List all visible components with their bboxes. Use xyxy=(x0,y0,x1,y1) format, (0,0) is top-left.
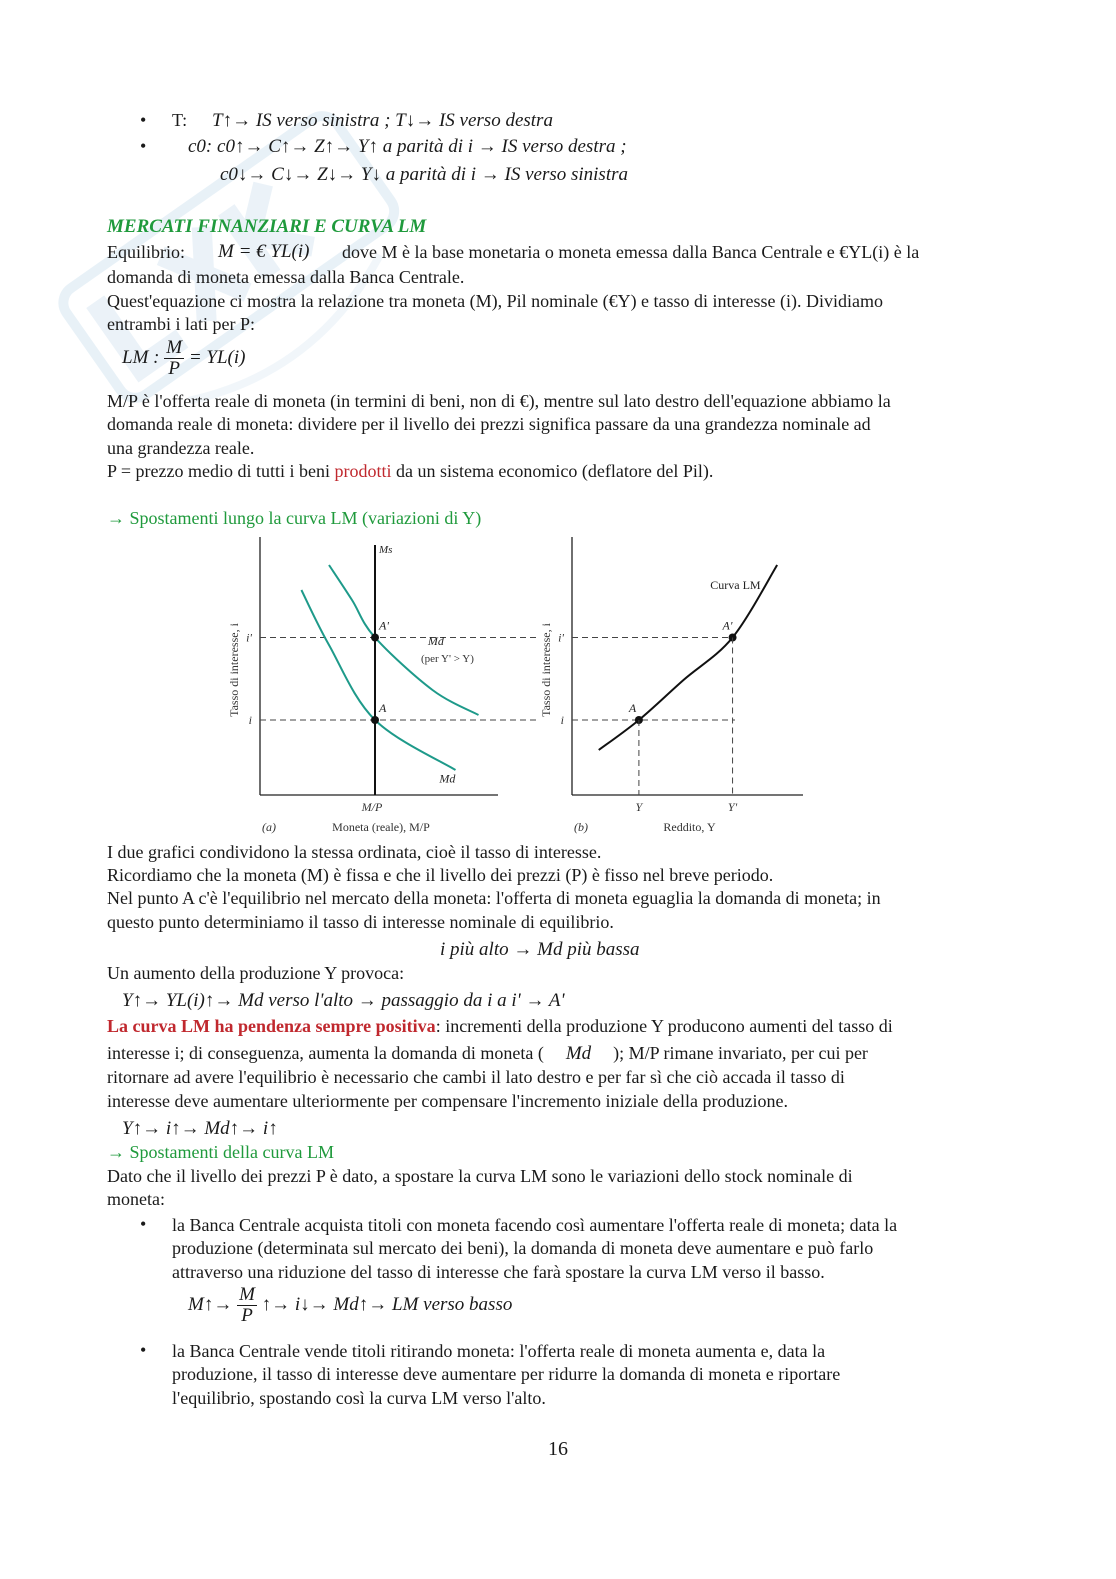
formula-chain: Y↑→ i↑→ Md↑→ i↑ xyxy=(122,1118,278,1139)
y-axis-label: Tasso di interesse, i xyxy=(227,623,241,717)
list-item-label: T: xyxy=(172,110,188,130)
fraction-m-over-p xyxy=(237,1285,257,1326)
tick-label-i-prime: i' xyxy=(558,630,564,645)
formula-buy xyxy=(188,1285,512,1326)
lm-prefix: LM : xyxy=(122,347,160,368)
point-a xyxy=(371,716,379,724)
formula-c0-down: c0↓→ C↓→ Z↓→ Y↓ a parità di i → IS verso sinistra xyxy=(220,164,628,185)
label-curva-lm: Curva LM xyxy=(710,578,761,592)
bullet-sell-3: l'equilibrio, spostando così la curva LM verso l'alto. xyxy=(172,1388,546,1408)
panel-a xyxy=(227,537,540,834)
point-label: A xyxy=(628,701,637,715)
fraction-num: M xyxy=(239,1284,255,1306)
fraction-m-over-p xyxy=(164,338,184,379)
price-text-after: da un sistema economico (deflatore del Pil). xyxy=(391,461,714,481)
paragraph-graphs: I due grafici condividono la stessa ordinata, cioè il tasso di interesse. xyxy=(107,842,602,862)
paragraph-relation-2: entrambi i lati per P: xyxy=(107,314,255,334)
bullet-dot: • xyxy=(140,1214,147,1234)
paragraph-mp-3: una grandezza reale. xyxy=(107,438,255,458)
label-ms: Ms xyxy=(379,544,393,556)
bullet-buy-3: attraverso una riduzione del tasso di interesse che farà spostare la curva LM verso il basso. xyxy=(172,1262,825,1282)
paragraph-slope-4: interesse deve aumentare ulteriormente per compensare l'incremento iniziale della produzione. xyxy=(107,1091,788,1111)
lm-figure xyxy=(215,535,815,840)
paragraph-slope xyxy=(107,1015,893,1038)
tick-label-i: i xyxy=(560,713,564,727)
equilibrium-text-2: domanda di moneta emessa dalla Banca Centrale. xyxy=(107,267,465,287)
paragraph-price xyxy=(107,460,713,483)
tick-label-y-prime: Y' xyxy=(727,800,738,814)
bullet-buy-2: produzione (determinata sul mercato dei beni), la domanda di moneta deve aumentare e può farlo xyxy=(172,1238,874,1258)
point-label: A' xyxy=(379,618,389,633)
paragraph-graphs-3: Nel punto A c'è l'equilibrio nel mercato della moneta: l'offerta di moneta eguaglia la domanda di moneta; in xyxy=(107,888,881,908)
formula-t: T↑→ IS verso sinistra ; T↓→ IS verso destra xyxy=(212,110,553,131)
subhead-along-lm: → Spostamenti lungo la curva LM (variazioni di Y) xyxy=(107,508,482,528)
paragraph-mp-2: domanda reale di moneta: dividere per il livello dei prezzi significa passare da una grandezza nominale ad xyxy=(107,414,871,434)
bullet-dot: • xyxy=(140,110,147,130)
panel-label: (a) xyxy=(262,820,276,834)
tick-label-i-prime: i' xyxy=(246,630,252,645)
paragraph-shift: Dato che il livello dei prezzi P è dato, a spostare la curva LM sono le variazioni dello stock nominale di xyxy=(107,1166,853,1186)
point-label: A' xyxy=(722,618,733,633)
bullet-dot: • xyxy=(140,136,147,156)
series-line-1 xyxy=(301,590,455,770)
x-axis-label: Moneta (reale), M/P xyxy=(332,820,430,834)
point-a-prime xyxy=(371,634,379,642)
point-label: A xyxy=(379,701,387,715)
equilibrium-text: dove M è la base monetaria o moneta emessa dalla Banca Centrale e €YL(i) è la xyxy=(342,242,920,262)
paragraph-graphs-2: Ricordiamo che la moneta (M) è fissa e che il livello dei prezzi (P) è fisso nel breve periodo. xyxy=(107,865,774,885)
equilibrium-formula: M = € YL(i) xyxy=(218,241,310,262)
price-text-before: P = prezzo medio di tutti i beni xyxy=(107,461,335,481)
fraction-den: P xyxy=(241,1305,253,1327)
fraction-num: M xyxy=(166,337,183,359)
lm-formula xyxy=(122,338,245,379)
paragraph-graphs-4: questo punto determiniamo il tasso di interesse nominale di equilibrio. xyxy=(107,912,614,932)
formula-increase: Y↑→ YL(i)↑→ Md verso l'alto → passaggio da i a i' → A' xyxy=(122,990,565,1011)
lm-rhs: = YL(i) xyxy=(188,347,246,368)
formula-c0-up: c0: c0↑→ C↑→ Z↑→ Y↑ a parità di i → IS verso destra ; xyxy=(188,136,627,157)
label-md: Md xyxy=(439,771,456,786)
bullet-buy: la Banca Centrale acquista titoli con moneta facendo così aumentare l'offerta reale di moneta; data la xyxy=(172,1215,898,1235)
bullet-sell-2: produzione, il tasso di interesse deve aumentare per ridurre la domanda di moneta e riportare xyxy=(172,1364,841,1384)
formula-center: i più alto → Md più bassa xyxy=(440,939,640,960)
formula-buy-rest: ↑→ i↓→ Md↑→ LM verso basso xyxy=(261,1294,513,1315)
series-line-2 xyxy=(329,565,479,715)
section-title: MERCATI FINANZIARI E CURVA LM xyxy=(107,216,427,237)
panel-label: (b) xyxy=(574,820,588,834)
label-md-shift: Md xyxy=(427,634,444,648)
slope-line2-before: interesse i; di conseguenza, aumenta la domanda di moneta ( xyxy=(107,1043,544,1063)
y-axis-label: Tasso di interesse, i xyxy=(539,623,553,717)
page-number: 16 xyxy=(548,1438,568,1460)
label-md-shift-note: (per Y' > Y) xyxy=(421,653,474,665)
paragraph-slope-2 xyxy=(107,1042,868,1065)
x-axis-label: Reddito, Y xyxy=(663,820,716,834)
paragraph-mp: M/P è l'offerta reale di moneta (in termini di beni, non di €), mentre sul lato destro dell'equazione abbiamo la xyxy=(107,391,891,411)
slope-bold: La curva LM ha pendenza sempre positiva xyxy=(107,1016,436,1036)
subhead-shift-lm: → Spostamenti della curva LM xyxy=(107,1142,334,1162)
tick-label-y: Y xyxy=(635,800,643,814)
paragraph-shift-2: moneta: xyxy=(107,1189,165,1209)
slope-line2-after: ); M/P rimane invariato, per cui per xyxy=(613,1043,868,1063)
fraction-den: P xyxy=(168,358,180,380)
slope-rest: : incrementi della produzione Y producono aumenti del tasso di xyxy=(435,1016,893,1036)
formula-buy-prefix: M↑→ xyxy=(188,1294,233,1315)
price-highlight: prodotti xyxy=(334,461,392,481)
paragraph-slope-3: ritornare ad avere l'equilibrio è necessario che cambi il lato destro e per far sì che ciò accada il tasso di xyxy=(107,1067,845,1087)
panel-b xyxy=(539,537,803,834)
bullet-sell: la Banca Centrale vende titoli ritirando moneta: l'offerta reale di moneta aumenta e, data la xyxy=(172,1341,826,1361)
equilibrium-label: Equilibrio: xyxy=(107,242,185,262)
tick-label-i: i xyxy=(248,713,252,727)
paragraph-relation: Quest'equazione ci mostra la relazione tra moneta (M), Pil nominale (€Y) e tasso di interesse (i). Dividiamo xyxy=(107,291,884,311)
tick-label-mp: M/P xyxy=(361,800,383,814)
bullet-dot: • xyxy=(140,1340,147,1360)
paragraph-increase: Un aumento della produzione Y provoca: xyxy=(107,963,405,983)
series-line-0 xyxy=(599,565,777,750)
slope-md: Md xyxy=(565,1043,592,1064)
